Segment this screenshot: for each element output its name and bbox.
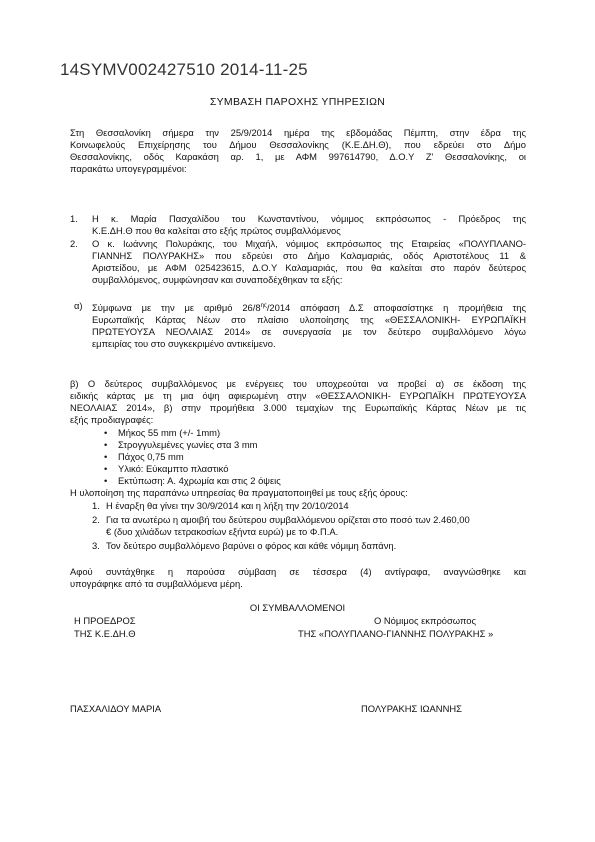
term-line: Η έναρξη θα γίνει την 30/9/2014 και η λήξη την 20/10/2014 xyxy=(106,500,349,511)
contract-title: ΣΥΜΒΑΣΗ ΠΑΡΟΧΗΣ ΥΠΗΡΕΣΙΩΝ xyxy=(209,96,386,108)
party-line: Κ.Ε.ΔΗ.Θ που θα καλείται στο εξής πρώτος συμβαλλόμενος xyxy=(92,225,341,236)
right-signatory-name: ΠΟΛΥΡΑΚΗΣ ΙΩΑΝΝΗΣ xyxy=(361,703,462,714)
spec-item: • Στρογγυλεμένες γωνίες στα 3 mm xyxy=(118,439,257,452)
spec-item: • Πάχος 0,75 mm xyxy=(118,451,184,464)
clause-line: Ευρωπαϊκής Κάρτας Νέων στο πλαίσιο υλοποίησης της «ΘΕΣΣΑΛΟΝΙΚΗ- ΕΥΡΩΠΑΪΚΗ xyxy=(92,314,526,325)
clause-line: Σύμφωνα με την με αριθμό $26/8^{\eta\varsigma}/2014$ απόφαση Δ.Σ αποφασίστηκε η προμήθεια της xyxy=(92,302,526,313)
party-line: Ο κ. Ιωάννης Πολυράκης, του Μιχαήλ, νόμιμος εκπρόσωπος της Εταιρείας «ΠΟΛΥΠΛΑΝΟ- xyxy=(92,238,526,249)
party-line: ΓΙΑΝΝΗΣ ΠΟΛΥΡΑΚΗΣ» που εδρεύει στο Δήμο Καλαμαριάς, οδός Αριστοτέλους 11 & xyxy=(92,250,526,261)
intro-line: Στη Θεσσαλονίκη σήμερα την 25/9/2014 ημέρα της εβδομάδας Πέμπτη, στην έδρα της xyxy=(70,127,526,138)
party-number: 2. xyxy=(70,238,78,249)
term-line: € (δυο χιλιάδων τετρακοσίων εξήντα ευρώ) με το Φ.Π.Α. xyxy=(106,526,339,537)
left-signatory-role: Η ΠΡΟΕΔΡΟΣ xyxy=(74,615,136,626)
closing-line: Αφού συντάχθηκε η παρούσα σύμβαση σε τέσσερα (4) αντίγραφα, αναγνώσθηκε και xyxy=(70,566,526,577)
left-signatory-org: ΤΗΣ Κ.Ε.ΔΗ.Θ xyxy=(74,628,136,639)
clause-line: ειδικής κάρτας με τη μια όψη αφιερωμένη στην «ΘΕΣΣΑΛΟΝΙΚΗ- ΕΥΡΩΠΑΪΚΗ ΠΡΩΤΕΥΟΥΣΑ xyxy=(70,390,526,401)
clause-line: εμπειρίας του στο συγκεκριμένο αντικείμενο. xyxy=(92,338,276,349)
closing-line: υπογράφηκε από τα συμβαλλόμενα μέρη. xyxy=(70,578,243,589)
right-signatory-role: Ο Νόμιμος εκπρόσωπος xyxy=(374,615,477,626)
document-id: 14SYMV002427510 2014-11-25 xyxy=(60,60,308,79)
signatures-heading: ΟΙ ΣΥΜΒΑΛΛΟΜΕΝΟΙ xyxy=(249,602,346,613)
spec-item: • Μήκος 55 mm (+/- 1mm) xyxy=(118,427,220,440)
spec-item: • Υλικό: Εύκαμπτο πλαστικό xyxy=(118,463,228,476)
term-line: Για τα ανωτέρω η αμοιβή του δεύτερου συμβαλλόμενου ορίζεται στο ποσό των 2.460,00 xyxy=(106,514,470,525)
term-line: Τον δεύτερο συμβαλλόμενο βαρύνει ο φόρος και κάθε νόμιμη δαπάνη. xyxy=(106,540,397,551)
party-line: συμβαλλόμενος, συμφώνησαν και συναποδέχθηκαν τα εξής: xyxy=(92,274,343,285)
clause-line: β) Ο δεύτερος συμβαλλόμενος με ενέργειες του υποχρεούται να προβεί α) σε έκδοση της xyxy=(70,378,526,389)
clause-line: ΝΕΟΛΑΙΑΣ 2014», β) στην προμήθεια 3.000 τεμαχίων της Ευρωπαϊκής Κάρτας Νέων με τις xyxy=(70,402,526,413)
term-number: 2. xyxy=(92,514,100,525)
intro-line: παρακάτω υπογεγραμμένοι: xyxy=(70,163,187,174)
clause-line: εξής προδιαγραφές: xyxy=(70,414,154,425)
left-signatory-name: ΠΑΣΧΑΛΙΔΟΥ ΜΑΡΙΑ xyxy=(70,703,162,714)
clause-label: α) xyxy=(74,300,83,311)
spec-item: • Εκτύπωση: Α. 4χρωμία και στις 2 όψεις xyxy=(118,475,281,488)
clause-line: ΠΡΩΤΕΥΟΥΣΑ ΝΕΟΛΑΙΑΣ 2014» σε συνεργασία με τον δεύτερο συμβαλλόμενο λόγω xyxy=(92,326,526,337)
party-line: Η κ. Μαρία Πασχαλίδου του Κωνσταντίνου, νόμιμος εκπρόσωπος - Πρόεδρος της xyxy=(92,213,526,224)
term-number: 1. xyxy=(92,500,100,511)
intro-line: Κοινωφελούς Επιχείρησης του Δήμου Θεσσαλονίκης (Κ.Ε.ΔΗ.Θ), που εδρεύει στο Δήμο xyxy=(70,139,526,150)
term-number: 3. xyxy=(92,540,100,551)
right-signatory-org: ΤΗΣ «ΠΟΛΥΠΛΑΝΟ-ΓΙΑΝΝΗΣ ΠΟΛΥΡΑΚΗΣ » xyxy=(298,628,494,639)
terms-intro: Η υλοποίηση της παραπάνω υπηρεσίας θα πραγματοποιηθεί με τους εξής όρους: xyxy=(70,487,408,498)
party-line: Αριστείδου, με ΑΦΜ 025423615, Δ.Ο.Υ Καλαμαριάς, που θα καλείται στο παρόν δεύτερος xyxy=(92,262,526,273)
intro-line: Θεσσαλονίκης, οδός Καρακάση αρ. 1, με ΑΦΜ 997614790, Δ.Ο.Υ Ζ' Θεσσαλονίκης, οι xyxy=(70,151,526,162)
party-number: 1. xyxy=(70,213,78,224)
